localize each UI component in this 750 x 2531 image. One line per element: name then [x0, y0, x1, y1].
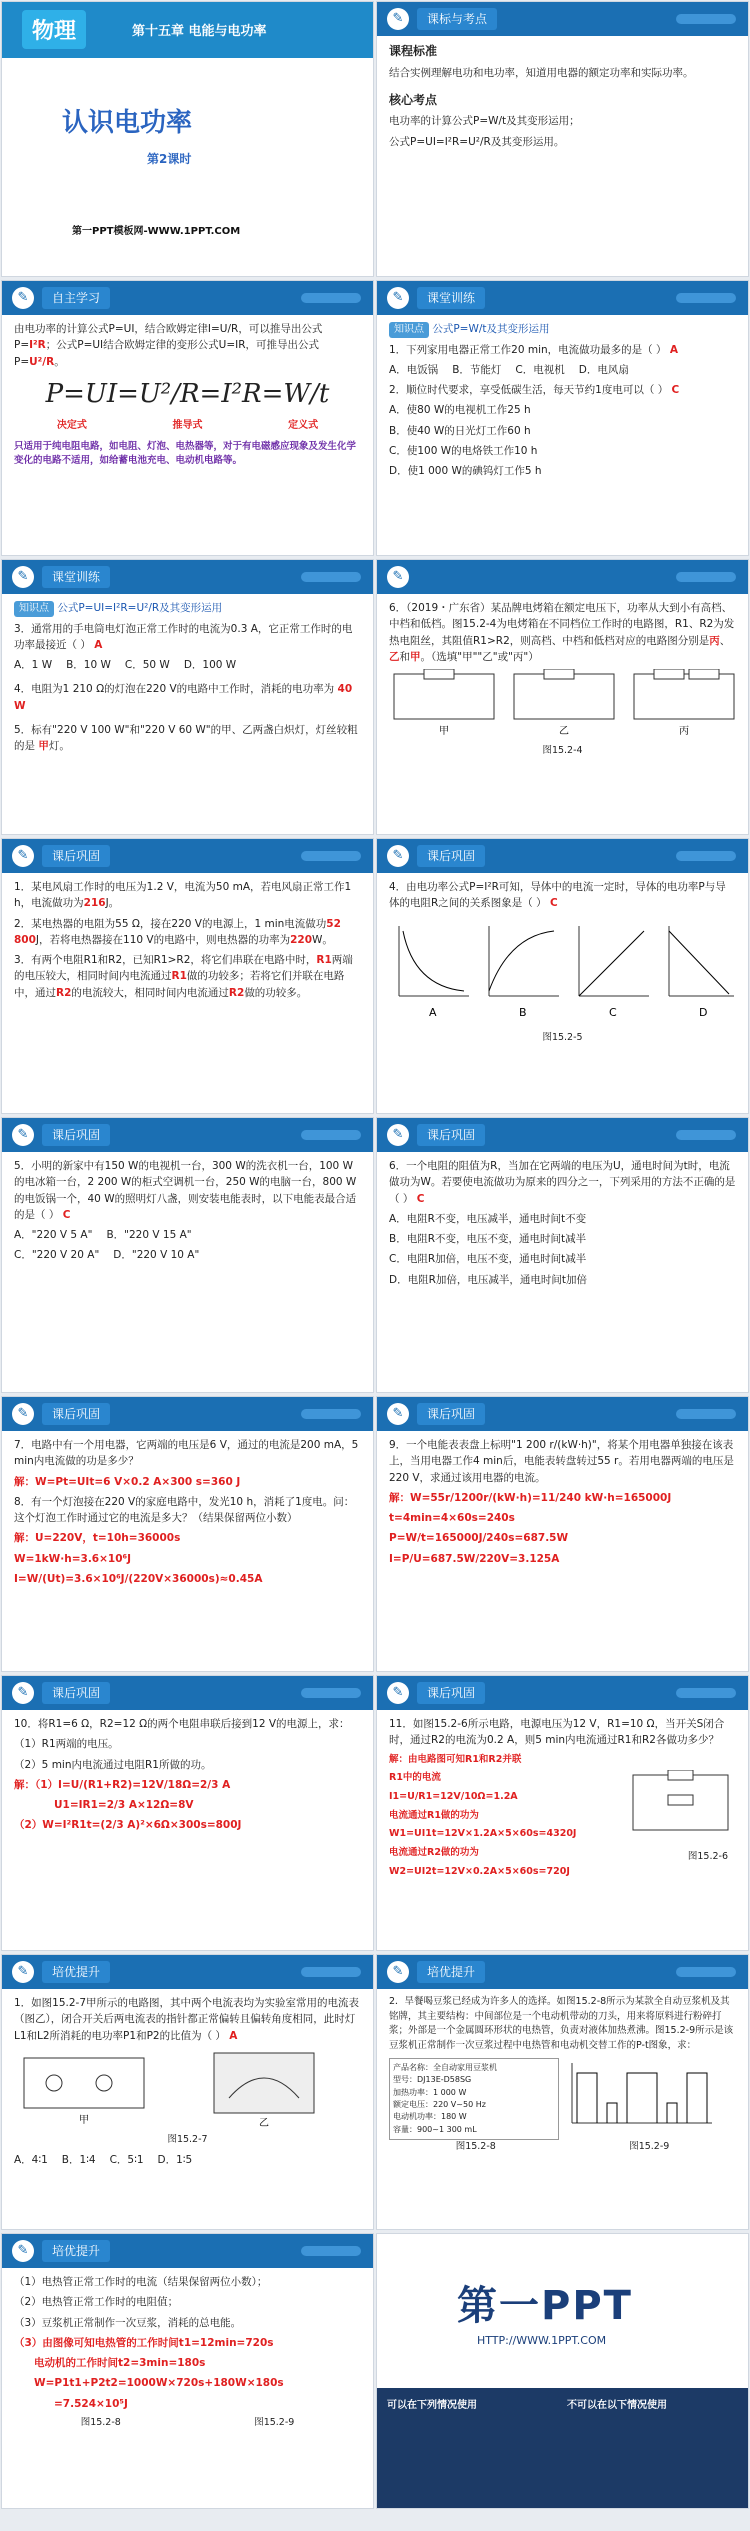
q3-text-b: 两端的电压较大，相同时间内电流通过 [14, 954, 353, 983]
slide-review-6[interactable] [376, 1396, 749, 1672]
graph-label-a: A [429, 1005, 437, 1019]
label-derived: 推导式 [172, 420, 203, 432]
slide-review-3[interactable] [1, 1117, 374, 1393]
header-title: 课后巩固 [42, 1682, 110, 1704]
q3-opt-a: A．1 W [14, 659, 53, 672]
q11-answer-6: 电流通过R2做的功为 [389, 1847, 479, 1859]
q9-text: 9．一个电能表表盘上标明"1 200 r/(kW·h)"，将某个用电器单独接在该表上，当用电器工作4 min后，电能表转盘转过55 r。若用电器两端的电压是220 V，求通过该用电器的电流。 [389, 1439, 734, 1484]
q6-opt-c: C．电阻R加倍，电压不变，通电时间t减半 [389, 1253, 587, 1266]
q2-opt-c: C．使100 W的电烙铁工作10 h [389, 444, 538, 457]
q3-text: 3．通常用的手电筒电灯泡正常工作时的电流为0.3 A，它正常工作时的电功率最接近（ ） [14, 622, 353, 651]
q8-answer-2: W=1kW·h=3.6×10⁶J [14, 1552, 132, 1565]
book-icon: ✎ [12, 1403, 34, 1425]
slide-header [377, 2, 748, 36]
slide-review-1[interactable] [1, 838, 374, 1114]
q9-answer-2: t=4min=4×60s=240s [389, 1512, 515, 1525]
q3-answer-3: R2 [56, 986, 72, 999]
q2-text: 2．某电热器的电阻为55 Ω，接在220 V的电源上，1 min电流做功 [14, 917, 327, 930]
slide-practice-3[interactable]: ✎ 6．（2019・广东省）某品牌电烤箱在额定电压下，功率从大到小有高档、中档和低档。图15.2-4为电烤箱在不同档位工作时的电路图，R1、R2为发热电阻丝，其阻值R1>R2，则高档、中档和低档对应的电路图分别是丙、乙和甲。（选填"甲""乙"或"丙"） 甲 乙 丙 图15.2-4 [376, 559, 749, 835]
header-title: 培优提升 [417, 1961, 485, 1983]
q3-answer: A [94, 638, 103, 651]
answer-1: I²R [29, 339, 46, 352]
q2-answer: C [671, 384, 680, 397]
header-decoration [301, 2246, 361, 2256]
q6-answer-2: 乙 [389, 650, 400, 663]
figure-caption: 图15.2-5 [542, 1031, 583, 1043]
q2-opt-b: B．使40 W的日光灯工作60 h [389, 424, 531, 437]
header-decoration [301, 851, 361, 861]
q1-text: 1．某电风扇工作时的电压为1.2 V，电流为50 mA，若电风扇正常工作1 h，电流做功为 [14, 881, 352, 910]
q2-answer-3: W=P1t1+P2t2=1000W×720s+180W×180s [34, 2377, 284, 2390]
q3-text-c: 做的功较多；若将它们并联在电路中，通过 [14, 970, 345, 999]
circuit-diagrams [389, 669, 739, 739]
slide-review-2[interactable] [376, 838, 749, 1114]
q2-answer-1: （3）由图像可知电热管的工作时间t1=12min=720s [14, 2336, 274, 2349]
q6-answer-3: 甲 [410, 650, 421, 663]
q5-answer: 甲 [38, 740, 49, 753]
q11-answer-7: W2=UI2t=12V×0.2A×5×60s=720J [389, 1865, 570, 1877]
q11-answer-4: 电流通过R1做的功为 [389, 1809, 479, 1821]
ammeter-figure [14, 2048, 364, 2128]
graph-label-c: C [609, 1005, 617, 1019]
slide-header [2, 839, 373, 873]
slide-review-5[interactable] [1, 1396, 374, 1672]
q10-answer-3: （2）W=I²R1t=(2/3 A)²×6Ω×300s=800J [14, 1819, 242, 1832]
slide-header [377, 1397, 748, 1431]
brand-logo: 第一PPT [457, 2283, 633, 2329]
slide-header [2, 1955, 373, 1989]
figure-caption: 图15.2-7 [167, 2134, 208, 2146]
fig-label-yi: 乙 [259, 2117, 269, 2128]
header-title: 课后巩固 [417, 845, 485, 867]
q6-text: 6．（2019・广东省）某品牌电烤箱在额定电压下，功率从大到小有高档、中档和低档。图15.2-4为电烤箱在不同档位工作时的电路图，R1、R2为发热电阻丝，其阻值R1>R2，则高档、中档和低档对应的电路图分别是 [389, 602, 735, 647]
note-text: 只适用于纯电阻电路，如电阻、灯泡、电热器等，对于有电磁感应现象及发生化学变化的电路不适用，如给蓄电池充电、电动机电路等。 [14, 440, 357, 467]
header-decoration [676, 1967, 736, 1977]
q3-text-d: 的电流较大，相同时间内电流通过 [71, 986, 229, 999]
q2-opt-a: A．使80 W的电视机工作25 h [389, 404, 531, 417]
q3-opt-d: D．100 W [183, 659, 237, 672]
slide-header [2, 1676, 373, 1710]
circuit-figure [628, 1770, 738, 1840]
header-decoration [676, 1688, 736, 1698]
std-text: 结合实例理解电功和电功率，知道用电器的额定功率和实际功率。 [389, 66, 694, 79]
book-icon: ✎ [12, 566, 34, 588]
header-decoration [676, 14, 736, 24]
slide-review-8[interactable] [376, 1675, 749, 1951]
header-title: 课后巩固 [417, 1682, 485, 1704]
slide-review-4[interactable] [376, 1117, 749, 1393]
kp-item-1: 电功率的计算公式P=W/t及其变形运用； [389, 115, 580, 128]
book-icon: ✎ [387, 1403, 409, 1425]
header-title: 培优提升 [42, 1961, 110, 1983]
header-decoration [301, 1688, 361, 1698]
q11-text: 11．如图15.2-6所示电路，电源电压为12 V，R1=10 Ω，当开关S闭合时，通过R2的电流为0.2 A，则5 min内电流通过R1和R2各做功多少？ [389, 1718, 725, 1747]
q10-text: 10．将R1=6 Ω，R2=12 Ω的两个电阻串联后接到12 V的电源上，求： [14, 1718, 350, 1730]
book-icon: ✎ [387, 8, 409, 30]
std-title: 课程标准 [389, 44, 438, 58]
q1-opt-c: C．电视机 [515, 363, 565, 376]
header-decoration [301, 572, 361, 582]
graph-options [389, 916, 739, 1026]
book-icon: ✎ [387, 1961, 409, 1983]
slide-title[interactable] [1, 1, 374, 277]
kp-badge: 知识点 [389, 322, 429, 338]
q3-answer-4: R2 [228, 986, 245, 999]
q10-part-a: （1）R1两端的电压。 [14, 1738, 119, 1751]
header-title: 课后巩固 [42, 1403, 110, 1425]
graph-label-d: D [699, 1005, 708, 1019]
kp-title: 核心考点 [389, 92, 438, 107]
q6-text: 6．一个电阻的阻值为R，当加在它两端的电压为U，通电时间为t时，电流做功为W。若要使电流做功为原来的四分之一，下列采用的方法不正确的是（ ） [389, 1160, 736, 1205]
book-icon: ✎ [387, 287, 409, 309]
header-title: 课后巩固 [42, 1124, 110, 1146]
header-title: 课标与考点 [417, 8, 497, 30]
slide-header [377, 839, 748, 873]
footer-col-1: 可以在下列情况使用 [387, 2400, 477, 2411]
header-title: 课后巩固 [417, 1403, 485, 1425]
q2-opt-d: D．使1 000 W的碘钨灯工作5 h [389, 465, 542, 478]
q5-text: 5．标有"220 V 100 W"和"220 V 60 W"的甲、乙两盏白炽灯，灯丝较粗的是 [14, 723, 358, 753]
slide-practice-2[interactable] [1, 559, 374, 835]
q2-text: 2．顺位时代要求，享受低碳生活，每天节约1度电可以（ ） [389, 384, 669, 397]
slide-practice-1[interactable] [376, 280, 749, 556]
slide-header [2, 2234, 373, 2268]
q6-opt-d: D．电阻R加倍，电压减半，通电时间t加倍 [389, 1273, 587, 1286]
figure-caption-1: 图15.2-8 [455, 2141, 496, 2153]
nameplate-line: 型号：DJ13E-D58SG [393, 2075, 472, 2085]
slide-review-7[interactable] [1, 1675, 374, 1951]
subject-badge: 物理 [22, 10, 86, 49]
q3-text-e: 做的功较多。 [244, 986, 308, 999]
q11-answer-5: W1=UI1t=12V×1.2A×5×60s=4320J [389, 1828, 577, 1840]
title-band [2, 2, 373, 58]
nameplate [389, 2058, 559, 2140]
circuit-label-bing: 丙 [679, 726, 689, 738]
figure-caption: 图15.2-4 [542, 745, 583, 757]
book-icon: ✎ [12, 1124, 34, 1146]
slide-brand[interactable] [376, 2233, 749, 2509]
header-title: 课后巩固 [42, 845, 110, 867]
slide-advanced-3[interactable] [1, 2233, 374, 2509]
brand-footer [377, 2388, 748, 2508]
q4-text: 4．由电功率公式P=I²R可知，导体中的电流一定时，导体的电功率P与导体的电阻R之间的关系图象是（ ） [389, 881, 726, 910]
q2-answer-4: =7.524×10⁵J [54, 2397, 128, 2410]
q3-opt-b: B．10 W [66, 659, 111, 672]
header-title: 课后巩固 [417, 1124, 485, 1146]
q1-opt-d: D．1∶5 [157, 2153, 193, 2166]
q1-text: 1．下列家用电器正常工作20 min，电流做功最多的是（ ） [389, 343, 667, 356]
q3-answer-2: R1 [171, 970, 187, 983]
kp-badge: 知识点 [14, 601, 54, 617]
q9-answer-1: 解：W=55r/1200r/(kW·h)=11/240 kW·h=165000J [389, 1491, 672, 1504]
book-icon: ✎ [387, 1124, 409, 1146]
q5-answer: C [62, 1208, 71, 1221]
q1-answer: 216 [83, 897, 106, 910]
q1-answer: A [669, 343, 679, 356]
q6-answer: C [416, 1192, 425, 1205]
book-icon: ✎ [12, 845, 34, 867]
q2-part-1: （1）电热管正常工作时的电流（结果保留两位小数）； [14, 2276, 268, 2288]
q9-answer-4: I=P/U=687.5W/220V=3.125A [389, 1552, 560, 1565]
chapter-label: 第十五章 电能与电功率 [132, 24, 267, 39]
q2-end: W。 [312, 933, 333, 946]
header-title: 自主学习 [42, 287, 110, 309]
book-icon: ✎ [387, 1682, 409, 1704]
header-decoration [301, 293, 361, 303]
circuit-label-yi: 乙 [559, 726, 569, 738]
fig-label-jia: 甲 [79, 2114, 89, 2126]
q8-answer-1: 解：U=220V，t=10h=36000s [14, 1532, 181, 1545]
q2-answer-2: 220 [290, 933, 313, 946]
text-part-3: 。 [54, 355, 65, 368]
header-decoration [676, 293, 736, 303]
q1-opt-a: A．电饭锅 [389, 363, 439, 376]
q5-opt-c: C．"220 V 20 A" [14, 1249, 100, 1262]
answer-2: U²/R [29, 355, 55, 368]
slide-advanced-1[interactable] [1, 1954, 374, 2230]
q10-answer-2: U1=IR1=2/3 A×12Ω=8V [54, 1799, 194, 1812]
q4-answer: C [549, 897, 558, 910]
q10-part-b: （2）5 min内电流通过电阻R1所做的功。 [14, 1758, 212, 1771]
slide-header [377, 1676, 748, 1710]
q2-answer: 52 800 [14, 917, 341, 946]
q1-opt-d: D．电风扇 [578, 363, 629, 376]
header-decoration [301, 1130, 361, 1140]
q5-opt-a: A．"220 V 5 A" [14, 1229, 93, 1242]
header-decoration [676, 1130, 736, 1140]
book-icon: ✎ [387, 845, 409, 867]
book-icon: ✎ [12, 2240, 34, 2262]
site-label: 第一PPT模板网-WWW.1PPT.COM [72, 226, 241, 237]
q1-answer: A [229, 2029, 238, 2042]
slide-header [377, 1955, 748, 1989]
q10-answer-1: 解：（1）I=U/(R1+R2)=12V/18Ω=2/3 A [14, 1778, 231, 1791]
nameplate-line: 电动机功率：180 W [393, 2112, 467, 2122]
kp-item-2: 公式P=UI=I²R=U²/R及其变形运用。 [389, 135, 565, 148]
q1-opt-b: B．1∶4 [61, 2153, 96, 2166]
q1-opt-b: B．节能灯 [452, 363, 502, 376]
lesson-subtitle: 第2课时 [147, 152, 192, 166]
nameplate-line: 容量：900~1 300 mL [393, 2124, 477, 2134]
q1-opt-c: C．5∶1 [109, 2153, 144, 2166]
book-icon: ✎ [12, 1961, 34, 1983]
slide-header [377, 1118, 748, 1152]
nameplate-line: 额定电压：220 V~50 Hz [393, 2100, 486, 2110]
figure-caption-1: 图15.2-8 [80, 2416, 121, 2428]
q3-answer: R1 [316, 954, 332, 967]
slide-header [377, 281, 748, 315]
book-icon: ✎ [12, 1682, 34, 1704]
footer-col-2: 不可以在以下情况使用 [567, 2400, 667, 2411]
q2-answer-2: 电动机的工作时间t2=3min=180s [34, 2357, 206, 2370]
q6-opt-a: A．电阻R不变，电压减半，通电时间t不变 [389, 1212, 587, 1225]
figure-caption: 图15.2-6 [687, 1851, 728, 1862]
book-icon: ✎ [387, 566, 409, 588]
header-title: 课堂训练 [42, 566, 110, 588]
q8-answer-3: I=W/(Ut)=3.6×10⁶J/(220V×36000s)≈0.45A [14, 1572, 263, 1585]
q4-answer: 40 W [14, 683, 353, 712]
q3-text: 3．有两个电阻R1和R2，已知R1>R2，将它们串联在电路中时， [14, 954, 317, 967]
label-definition: 定义式 [288, 420, 319, 432]
text-part-1: 由电功率的计算公式P=UI，结合欧姆定律I=U/R，可以推导出公式P= [14, 323, 323, 352]
header-decoration [301, 1409, 361, 1419]
lesson-title: 认识电功率 [62, 108, 193, 138]
q6-opt-b: B．电阻R不变，电压不变，通电时间t减半 [389, 1233, 587, 1246]
q11-answer-1: 解：由电路图可知R1和R2并联 [389, 1753, 522, 1765]
q4-text: 4．电阻为1 210 Ω的灯泡在220 V的电路中工作时，消耗的电功率为 [14, 683, 335, 696]
header-decoration [676, 851, 736, 861]
q1-end: J。 [105, 897, 120, 910]
power-time-graph [567, 2058, 717, 2128]
slide-header [2, 560, 373, 594]
slide-header [2, 281, 373, 315]
header-decoration [301, 1967, 361, 1977]
q7-answer: 解：W=Pt=UIt=6 V×0.2 A×300 s=360 J [14, 1475, 241, 1488]
q2-text: 2．旱餐喝豆浆已经成为许多人的选择。如图15.2-8所示为某款全自动豆浆机及其铭牌，其主要结构：中间部位是一个电动机带动的刀头，用来将原料进行粉碎打浆；外部是一个金属圆环形状的电热管，负责对液体加热煮沸。图15.2-9所示是该豆浆机正常制作一次豆浆过程中电热管和电动机交替工作的P-t图象，求： [389, 1996, 734, 2052]
q5-opt-d: D．"220 V 10 A" [113, 1249, 200, 1262]
header-decoration [676, 1409, 736, 1419]
kp-text: 公式P=W/t及其变形运用 [432, 323, 550, 335]
label-decisive: 决定式 [56, 420, 87, 432]
q1-text: 1．如图15.2-7甲所示的电路图，其中两个电流表均为实验室常用的电流表（图乙），闭合开关后两电流表的指针都正常偏转且偏转角度相同，此时灯L1和L2所消耗的电功率P1和P2的比值为（ ） [14, 1997, 360, 2042]
slide-header [2, 1118, 373, 1152]
q11-answer-3: I1=U/R1=12V/10Ω=1.2A [389, 1790, 518, 1802]
nameplate-line: 产品名称：全自动家用豆浆机 [393, 2062, 497, 2072]
header-decoration [676, 572, 736, 582]
q9-answer-3: P=W/t=165000J/240s=687.5W [389, 1532, 569, 1545]
slide-standards[interactable] [376, 1, 749, 277]
q5-opt-b: B．"220 V 15 A" [106, 1229, 192, 1242]
book-icon: ✎ [12, 287, 34, 309]
q2-text-b: J，若将电热器接在110 V的电路中，则电热器的功率为 [35, 933, 291, 946]
q2-part-2: （2）电热管正常工作时的电阻值； [14, 2296, 179, 2309]
nameplate-line: 加热功率：1 000 W [393, 2087, 467, 2097]
slide-self-study[interactable] [1, 280, 374, 556]
header-title: 课堂训练 [417, 287, 485, 309]
q8-text: 8．有一个灯泡接在220 V的家庭电路中，发光10 h，消耗了1度电。问：这个灯泡工作时通过它的电流是多大？（结果保留两位小数） [14, 1495, 355, 1525]
slide-advanced-2[interactable] [376, 1954, 749, 2230]
header-title: 培优提升 [42, 2240, 110, 2262]
brand-url[interactable]: HTTP://WWW.1PPT.COM [477, 2334, 607, 2347]
slide-header [2, 1397, 373, 1431]
q11-answer-2: R1中的电流 [389, 1772, 441, 1784]
q5-end: 灯。 [48, 740, 70, 753]
figure-caption-2: 图15.2-9 [629, 2141, 670, 2153]
slide-header [377, 560, 748, 594]
figure-caption-2: 图15.2-9 [254, 2416, 295, 2428]
text-part-2: ；公式P=UI结合欧姆定律的变形公式U=IR，可推导出公式P= [14, 339, 320, 368]
graph-label-b: B [519, 1005, 527, 1019]
q1-opt-a: A．4∶1 [14, 2153, 48, 2166]
q6-answer-1: 丙 [709, 634, 720, 647]
q5-text: 5．小明的新家中有150 W的电视机一台，300 W的洗衣机一台，100 W的电冰箱一台，2 200 W的柜式空调机一台，250 W的电脑一台，800 W的电饭锅一个，40 W的照明灯八盏，则安装电能表时，以下电能表最合适的是（ ） [14, 1160, 357, 1221]
q6-end: 。（选填"甲""乙"或"丙"） [420, 650, 539, 663]
q3-opt-c: C．50 W [124, 659, 170, 672]
main-formula: P=UI=U²/R=I²R=W/t [45, 378, 330, 409]
kp-text: 公式P=UI=I²R=U²/R及其变形运用 [57, 602, 223, 614]
q7-text: 7．电路中有一个用电器，它两端的电压是6 V，通过的电流是200 mA，5 min内电流做的功是多少？ [14, 1439, 359, 1468]
q2-part-3: （3）豆浆机正常制作一次豆浆，消耗的总电能。 [14, 2316, 242, 2329]
circuit-label-jia: 甲 [439, 726, 449, 738]
